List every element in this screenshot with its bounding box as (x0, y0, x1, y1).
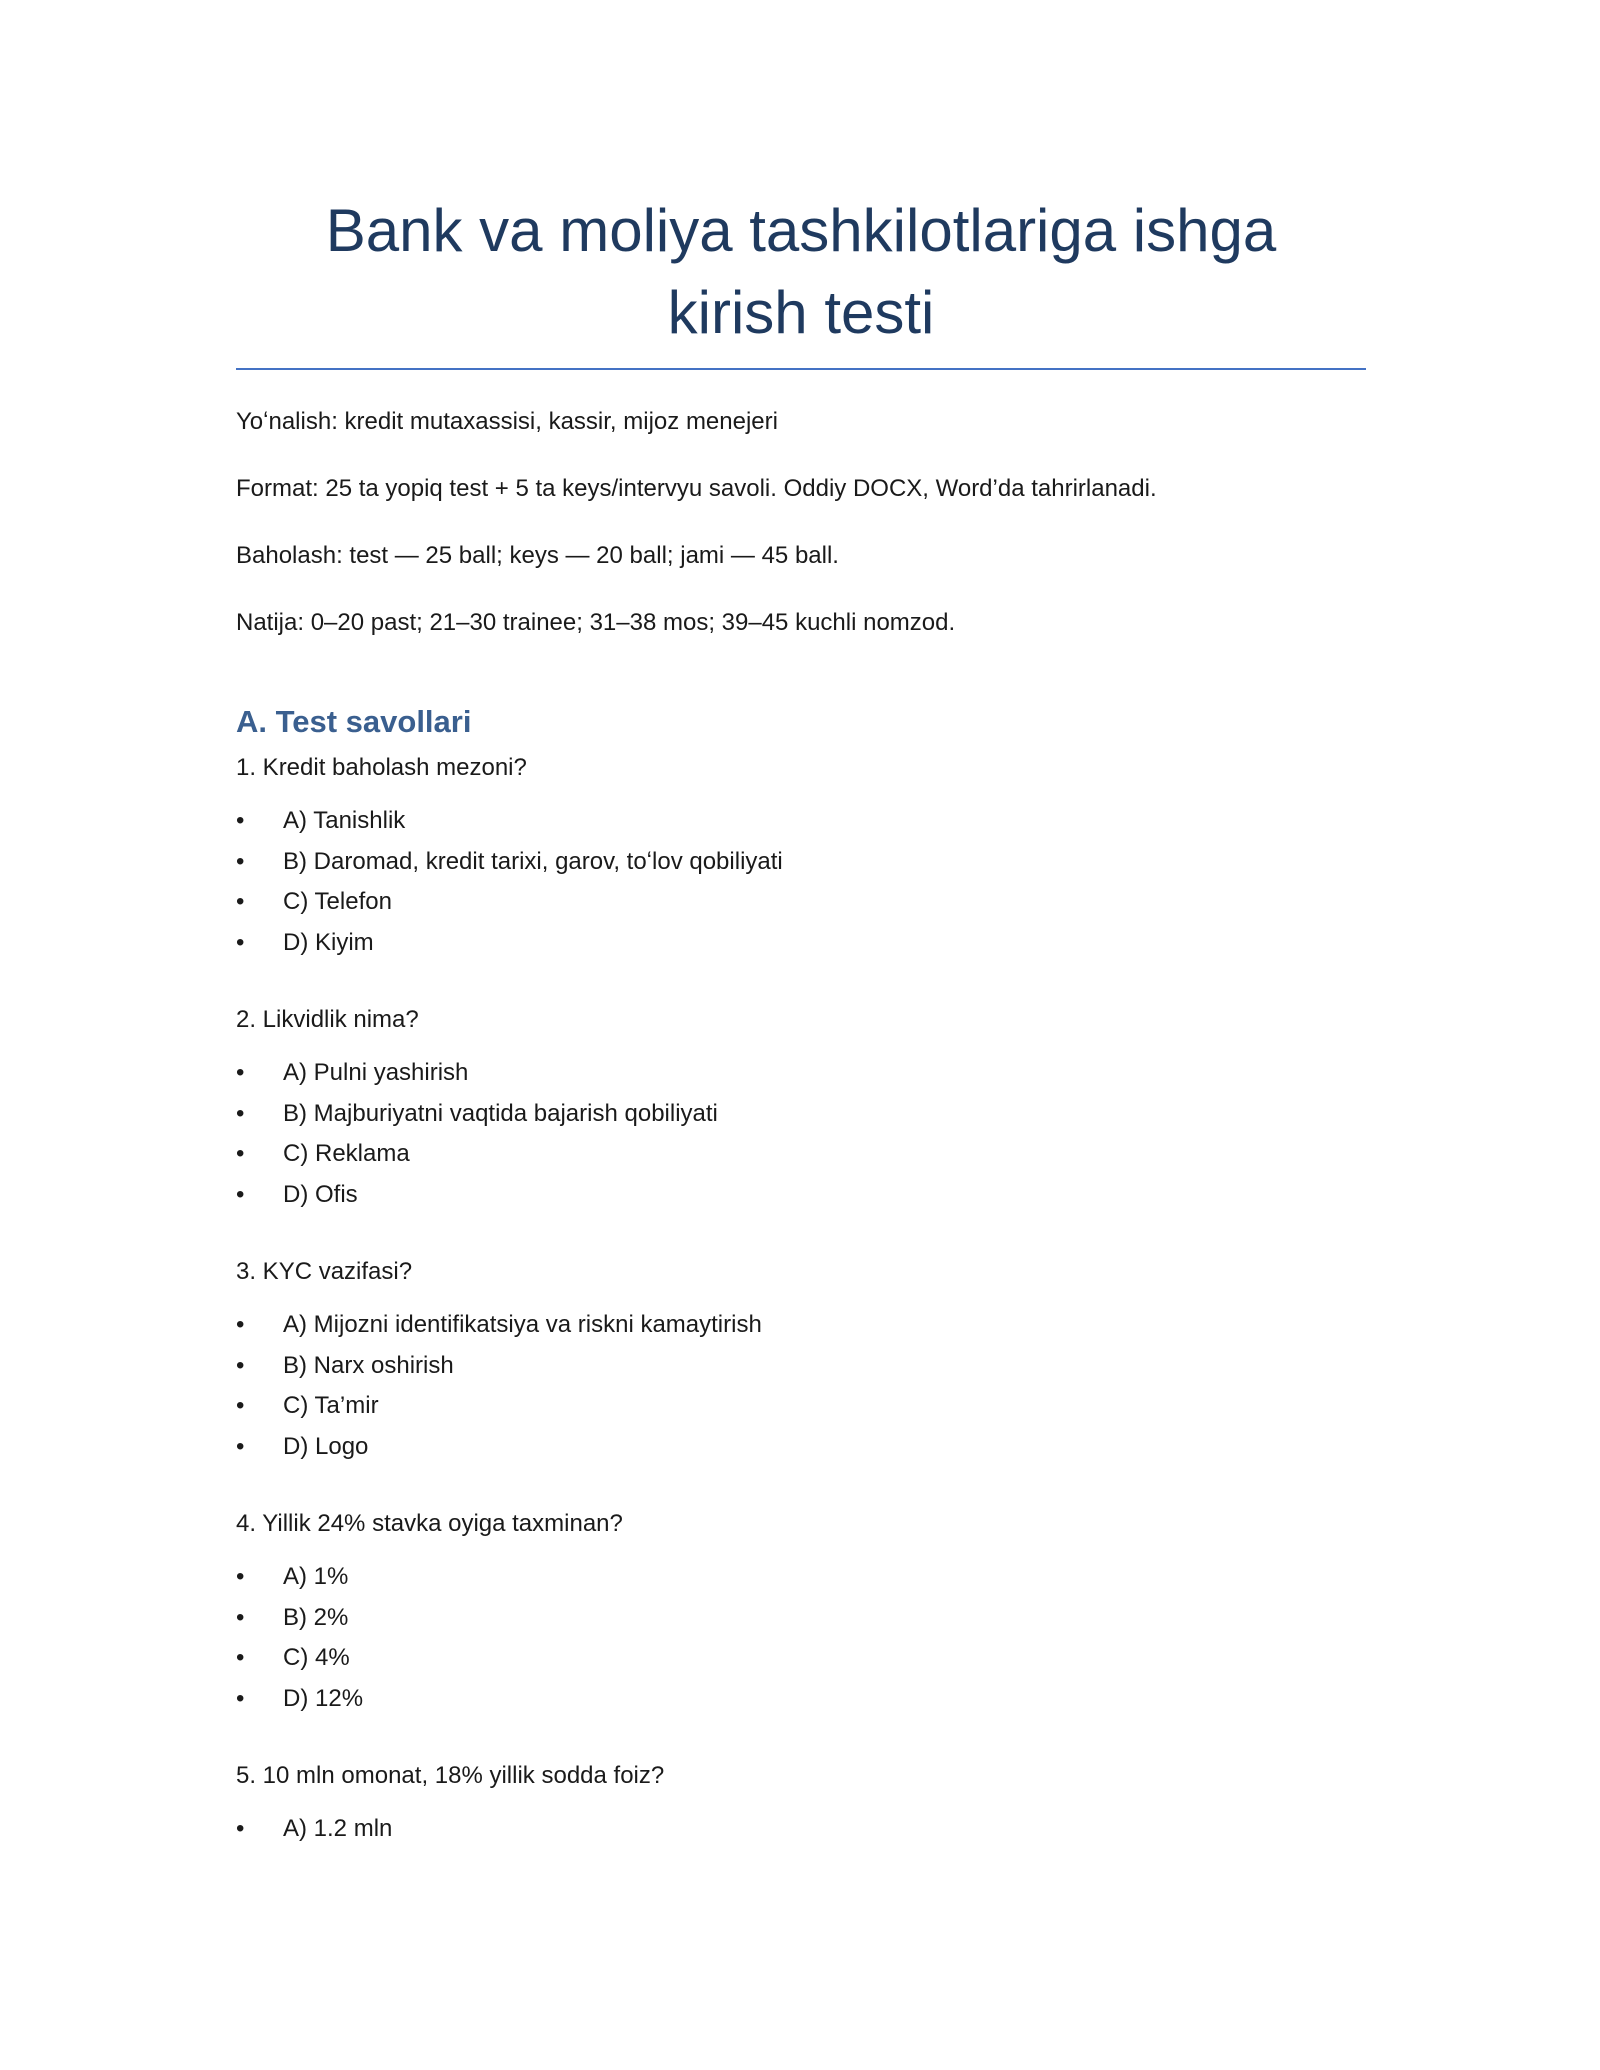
bullet-icon: • (236, 1563, 245, 1590)
option-text: D) Ofis (283, 1180, 358, 1208)
option-item (236, 1563, 1366, 1604)
option-text: D) Logo (283, 1432, 369, 1460)
bullet-icon: • (236, 1684, 245, 1712)
option-item (236, 1059, 1366, 1100)
meta-direction: Yoʻnalish: kredit mutaxassisi, kassir, mijoz menejeri (236, 408, 778, 435)
question-5-options (236, 1815, 1366, 1856)
bullet-icon: • (236, 1603, 245, 1631)
option-item (236, 848, 1366, 889)
option-item (236, 1644, 1366, 1685)
option-text: C) 4% (283, 1644, 350, 1671)
title-divider (236, 368, 1366, 370)
option-item (236, 1352, 1366, 1393)
option-item (236, 1181, 1366, 1222)
option-text: C) Ta’mir (283, 1392, 379, 1419)
option-item (236, 1433, 1366, 1474)
question-5: 5. 10 mln omonat, 18% yillik sodda foiz? (236, 1762, 665, 1789)
option-item (236, 1311, 1366, 1352)
option-item (236, 929, 1366, 970)
option-text: A) 1% (283, 1563, 349, 1590)
question-2-options (236, 1059, 1366, 1221)
question-1: 1. Kredit baholash mezoni? (236, 754, 527, 781)
question-4: 4. Yillik 24% stavka oyiga taxminan? (236, 1510, 623, 1537)
option-text: B) 2% (283, 1603, 349, 1631)
bullet-icon: • (236, 1815, 245, 1842)
question-1-options (236, 807, 1366, 969)
question-2: 2. Likvidlik nima? (236, 1006, 419, 1033)
bullet-icon: • (236, 1099, 245, 1127)
document-title-line-1: Bank va moliya tashkilotlariga ishga (325, 197, 1277, 264)
option-text: A) Tanishlik (283, 807, 406, 834)
option-text: C) Telefon (283, 888, 392, 915)
bullet-icon: • (236, 1351, 245, 1379)
option-item (236, 1604, 1366, 1645)
document-page (236, 190, 1366, 1893)
document-title-line-2: kirish testi (667, 279, 935, 346)
document-title (236, 190, 1366, 368)
option-item (236, 1140, 1366, 1181)
option-text: D) 12% (283, 1684, 364, 1712)
meta-scoring: Baholash: test — 25 ball; keys — 20 ball; jami — 45 ball. (236, 542, 839, 569)
bullet-icon: • (236, 888, 245, 915)
option-item (236, 1685, 1366, 1726)
option-text: B) Majburiyatni vaqtida bajarish qobiliyati (283, 1099, 718, 1127)
bullet-icon: • (236, 1644, 245, 1671)
option-text: A) 1.2 mln (283, 1815, 393, 1842)
question-3-options (236, 1311, 1366, 1473)
section-heading-a: A. Test savollari (236, 704, 472, 739)
option-text: A) Mijozni identifikatsiya va riskni kamaytirish (283, 1311, 762, 1338)
option-text: B) Daromad, kredit tarixi, garov, toʻlov qobiliyati (283, 847, 783, 875)
bullet-icon: • (236, 1180, 245, 1208)
option-item (236, 1815, 1366, 1856)
question-4-options (236, 1563, 1366, 1725)
bullet-icon: • (236, 1311, 245, 1338)
document-meta (236, 408, 1366, 636)
bullet-icon: • (236, 928, 245, 956)
option-text: B) Narx oshirish (283, 1351, 454, 1379)
option-text: A) Pulni yashirish (283, 1059, 469, 1086)
bullet-icon: • (236, 1432, 245, 1460)
question-3: 3. KYC vazifasi? (236, 1258, 413, 1285)
option-text: D) Kiyim (283, 928, 374, 956)
bullet-icon: • (236, 1140, 245, 1167)
bullet-icon: • (236, 847, 245, 875)
option-item (236, 888, 1366, 929)
meta-result: Natija: 0–20 past; 21–30 trainee; 31–38 mos; 39–45 kuchli nomzod. (236, 609, 956, 636)
bullet-icon: • (236, 807, 245, 834)
option-item (236, 1100, 1366, 1141)
bullet-icon: • (236, 1392, 245, 1419)
meta-format: Format: 25 ta yopiq test + 5 ta keys/intervyu savoli. Oddiy DOCX, Word’da tahrirlanadi. (236, 475, 1157, 502)
option-item (236, 807, 1366, 848)
option-item (236, 1392, 1366, 1433)
bullet-icon: • (236, 1059, 245, 1086)
option-text: C) Reklama (283, 1140, 410, 1167)
